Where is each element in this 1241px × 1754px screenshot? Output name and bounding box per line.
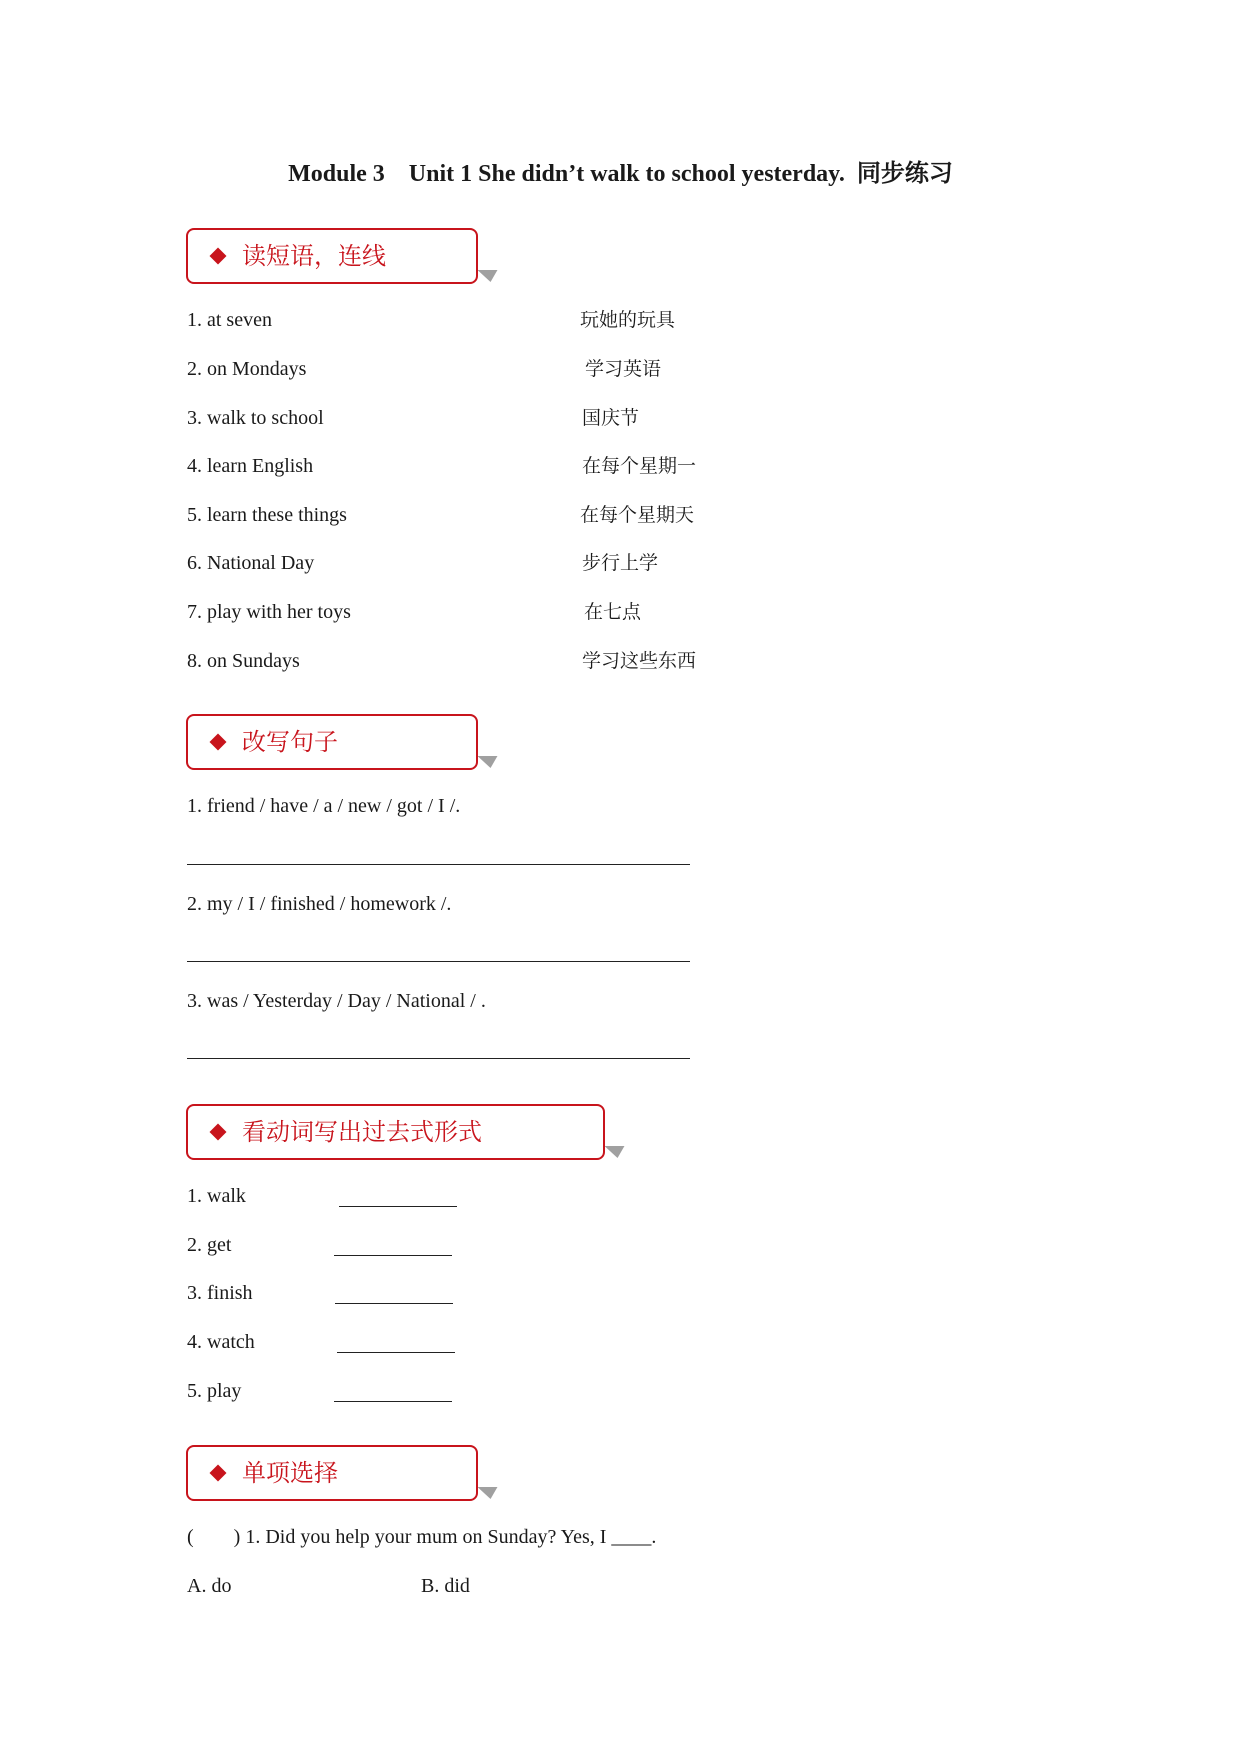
page-title: Module 3 Unit 1 She didn’t walk to school yesterday. 同步练习 — [288, 161, 953, 187]
verb-answer-blank[interactable] — [334, 1401, 452, 1402]
match-right-item: 在每个星期天 — [580, 504, 695, 526]
match-left-item: 8. on Sundays — [187, 650, 300, 672]
match-right-item: 在每个星期一 — [582, 455, 697, 477]
verb-item: 5. play — [187, 1380, 242, 1402]
diamond-bullet-icon — [210, 734, 227, 751]
verb-item: 2. get — [187, 1234, 232, 1256]
verb-item: 1. walk — [187, 1185, 246, 1207]
section-title: 改写句子 — [242, 728, 338, 756]
rewrite-question: 2. my / I / finished / homework /. — [187, 893, 452, 915]
match-left-item: 2. on Mondays — [187, 358, 307, 380]
match-right-item: 国庆节 — [582, 407, 640, 429]
verb-answer-blank[interactable] — [339, 1206, 457, 1207]
match-right-item: 学习这些东西 — [582, 650, 697, 672]
answer-line[interactable] — [187, 1058, 690, 1059]
verb-answer-blank[interactable] — [334, 1255, 452, 1256]
match-left-item: 7. play with her toys — [187, 601, 351, 623]
diamond-bullet-icon — [210, 248, 227, 265]
match-left-item: 1. at seven — [187, 309, 272, 331]
choice-option-b[interactable]: B. did — [421, 1575, 470, 1597]
match-right-item: 在七点 — [584, 601, 642, 623]
section-header-choice — [186, 1445, 478, 1501]
answer-line[interactable] — [187, 961, 690, 962]
diamond-bullet-icon — [210, 1465, 227, 1482]
match-left-item: 4. learn English — [187, 455, 314, 477]
rewrite-question: 1. friend / have / a / new / got / I /. — [187, 795, 461, 817]
choice-option-a[interactable]: A. do — [187, 1575, 232, 1597]
match-right-item: 学习英语 — [585, 358, 662, 380]
match-left-item: 6. National Day — [187, 552, 315, 574]
answer-line[interactable] — [187, 864, 690, 865]
verb-answer-blank[interactable] — [337, 1352, 455, 1353]
choice-question: ( ) 1. Did you help your mum on Sunday? Yes, I ____. — [187, 1526, 657, 1548]
verb-item: 3. finish — [187, 1282, 253, 1304]
section-header-rewrite — [186, 714, 478, 770]
verb-answer-blank[interactable] — [335, 1303, 453, 1304]
section-title: 看动词写出过去式形式 — [242, 1118, 482, 1146]
diamond-bullet-icon — [210, 1124, 227, 1141]
match-right-item: 玩她的玩具 — [580, 309, 676, 331]
section-title: 单项选择 — [242, 1459, 338, 1487]
match-left-item: 5. learn these things — [187, 504, 347, 526]
section-header-matching — [186, 228, 478, 284]
match-right-item: 步行上学 — [582, 552, 659, 574]
verb-item: 4. watch — [187, 1331, 255, 1353]
match-left-item: 3. walk to school — [187, 407, 324, 429]
section-header-past-tense — [186, 1104, 605, 1160]
rewrite-question: 3. was / Yesterday / Day / National / . — [187, 990, 486, 1012]
section-title: 读短语，连线 — [242, 242, 386, 270]
